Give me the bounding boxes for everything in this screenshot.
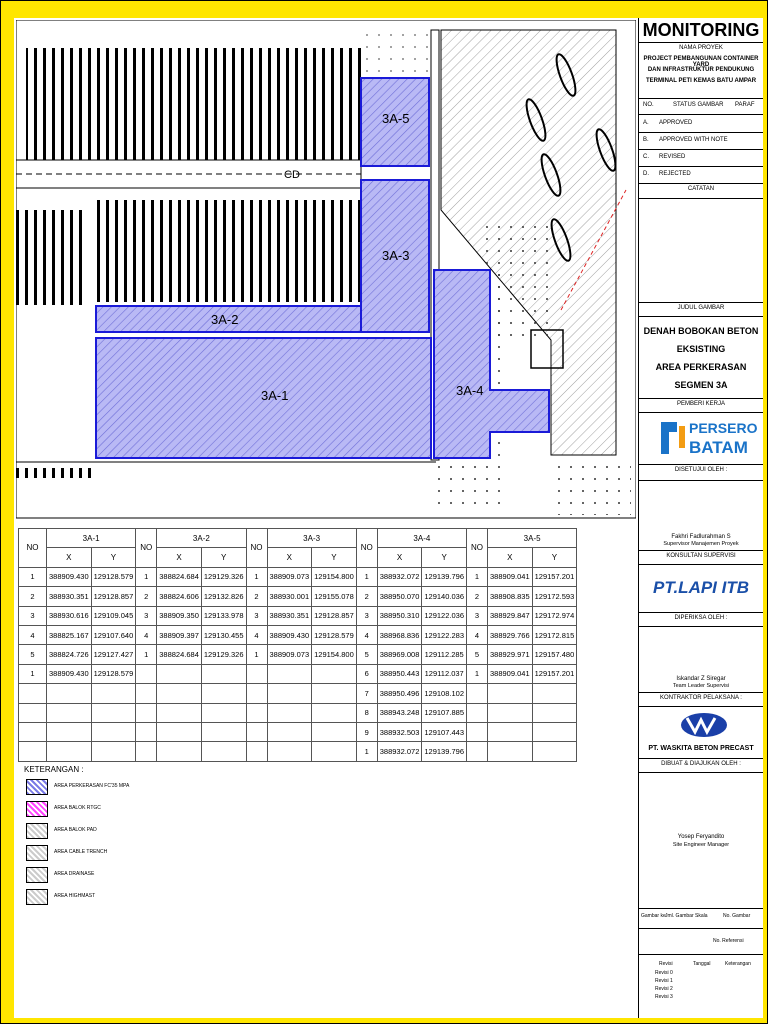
y-header: Y [532, 548, 577, 567]
point-number: 5 [467, 645, 488, 664]
x-coordinate: 388930.616 [47, 606, 92, 625]
point-number: 3 [19, 606, 47, 625]
y-header: Y [422, 548, 467, 567]
area-label: 3A-3 [382, 248, 410, 263]
y-header: Y [312, 548, 357, 567]
table-row [19, 703, 577, 722]
x-coordinate [488, 684, 533, 703]
x-coordinate [157, 684, 202, 703]
y-coordinate: 129172.974 [532, 606, 577, 625]
judul-line: SEGMEN 3A [674, 380, 728, 390]
point-number: 1 [467, 567, 488, 586]
revision-header: Keterangan [725, 961, 751, 967]
disetujui-label: DISETUJUI OLEH : [674, 467, 728, 473]
table-row [19, 645, 577, 664]
persero-text: PERSERO [689, 420, 758, 436]
y-coordinate: 129129.326 [201, 567, 246, 586]
x-coordinate [157, 664, 202, 683]
lapi-itb-logo: PT.LAPI ITB [653, 578, 750, 597]
point-number: 4 [19, 625, 47, 644]
status-text: REJECTED [659, 171, 691, 177]
point-number: 1 [246, 567, 267, 586]
footer-header: Gambar ke [641, 913, 666, 919]
legend-title: KETERANGAN : [24, 765, 84, 774]
point-number: 1 [136, 567, 157, 586]
legend-item [26, 801, 226, 817]
point-number: 4 [356, 625, 377, 644]
y-coordinate: 129108.102 [422, 684, 467, 703]
status-code: B. [643, 137, 649, 143]
point-number [246, 703, 267, 722]
area-3a-3 [361, 180, 429, 332]
point-number [19, 703, 47, 722]
y-coordinate: 129107.443 [422, 722, 467, 741]
x-coordinate: 388909.397 [157, 625, 202, 644]
y-coordinate: 129128.857 [312, 606, 357, 625]
coordinate-table [18, 528, 577, 762]
footer-header: No. Gambar [723, 913, 751, 919]
point-number: 5 [356, 645, 377, 664]
kontraktor-label: KONTRAKTOR PELAKSANA : [660, 695, 742, 701]
y-coordinate [532, 722, 577, 741]
persero-mark-icon [657, 418, 689, 458]
x-header: X [267, 548, 312, 567]
legend-item [26, 845, 226, 861]
point-number: 3 [356, 606, 377, 625]
no-header: NO [467, 529, 488, 568]
x-coordinate: 388909.430 [47, 664, 92, 683]
x-coordinate: 388943.248 [377, 703, 422, 722]
table-row [19, 567, 577, 586]
catatan-label: CATATAN [687, 186, 715, 192]
point-number [467, 684, 488, 703]
point-number [246, 684, 267, 703]
y-coordinate: 129122.283 [422, 625, 467, 644]
point-number [467, 742, 488, 761]
revision-row: Revisi 1 [655, 978, 673, 984]
persero-batam-logo [657, 416, 757, 462]
x-coordinate [488, 722, 533, 741]
x-coordinate: 388950.443 [377, 664, 422, 683]
x-coordinate: 388932.072 [377, 742, 422, 761]
y-coordinate [312, 664, 357, 683]
area-3a-1 [96, 338, 431, 458]
y-coordinate [201, 722, 246, 741]
segment-header: 3A-4 [377, 529, 466, 548]
x-header: X [47, 548, 92, 567]
x-coordinate [488, 742, 533, 761]
segment-header: 3A-5 [488, 529, 577, 548]
x-coordinate: 388824.606 [157, 587, 202, 606]
monitoring-title: MONITORING [642, 20, 760, 40]
site-plan [16, 20, 636, 520]
x-coordinate: 388968.836 [377, 625, 422, 644]
legend-item [26, 779, 226, 795]
x-coordinate: 388929.847 [488, 606, 533, 625]
x-coordinate: 388950.310 [377, 606, 422, 625]
x-coordinate: 388930.001 [267, 587, 312, 606]
table-row [19, 587, 577, 606]
y-coordinate [201, 684, 246, 703]
y-coordinate: 129112.285 [422, 645, 467, 664]
x-coordinate [157, 722, 202, 741]
x-coordinate: 388824.726 [47, 645, 92, 664]
point-number: 2 [246, 587, 267, 606]
waskita-mark-icon [679, 710, 729, 740]
legend-label: AREA BALOK PAD [54, 827, 97, 833]
legend-label: AREA BALOK RTGC [54, 805, 101, 811]
legend-label: AREA DRAINASE [54, 871, 95, 877]
judul-label: JUDUL GAMBAR [677, 305, 725, 311]
x-coordinate [267, 684, 312, 703]
area-3a-2 [96, 306, 361, 332]
point-number [19, 722, 47, 741]
no-header: NO [19, 529, 47, 568]
konsultan-label: KONSULTAN SUPERVISI [666, 553, 736, 559]
area-label: 3A-2 [211, 312, 239, 327]
table-row [19, 625, 577, 644]
batam-text: BATAM [689, 438, 748, 457]
x-header: X [157, 548, 202, 567]
x-coordinate [47, 722, 92, 741]
revision-row: Revisi 3 [655, 994, 673, 1000]
contractor-name: PT. WASKITA BETON PRECAST [648, 745, 754, 752]
point-number: 2 [19, 587, 47, 606]
judul-line: AREA PERKERASAN [655, 362, 747, 372]
point-number: 3 [467, 606, 488, 625]
point-number [136, 664, 157, 683]
revision-row: Revisi 2 [655, 986, 673, 992]
point-number: 2 [356, 587, 377, 606]
x-coordinate: 388950.496 [377, 684, 422, 703]
y-coordinate: 129128.579 [91, 664, 136, 683]
point-number [19, 742, 47, 761]
point-number: 2 [467, 587, 488, 606]
y-coordinate: 129130.455 [201, 625, 246, 644]
y-coordinate: 129128.579 [312, 625, 357, 644]
point-number: 1 [356, 567, 377, 586]
y-coordinate: 129127.427 [91, 645, 136, 664]
status-text: REVISED [659, 154, 686, 160]
legend-swatch [26, 801, 48, 817]
status-no-header: NO. [643, 102, 654, 108]
revision-header: Tanggal [693, 961, 711, 967]
road-marking: CD [284, 169, 300, 181]
x-coordinate: 388908.835 [488, 587, 533, 606]
point-number: 6 [356, 664, 377, 683]
engineer-name: Yosep Feryandito [677, 834, 725, 840]
point-number [467, 722, 488, 741]
y-header: Y [91, 548, 136, 567]
approver-role: Supervisor Manajemen Proyek [663, 541, 739, 547]
y-coordinate: 129157.201 [532, 567, 577, 586]
point-number [19, 684, 47, 703]
area-label: 3A-4 [456, 383, 484, 398]
x-coordinate [47, 742, 92, 761]
y-coordinate [532, 703, 577, 722]
x-coordinate: 388909.430 [267, 625, 312, 644]
checker-name: Iskandar Z Siregar [676, 676, 726, 682]
y-coordinate: 129139.796 [422, 742, 467, 761]
point-number: 8 [356, 703, 377, 722]
point-number [136, 742, 157, 761]
legend-item [26, 823, 226, 839]
y-coordinate: 129129.326 [201, 645, 246, 664]
area-label: 3A-5 [382, 111, 410, 126]
point-number: 5 [19, 645, 47, 664]
y-coordinate: 129154.800 [312, 645, 357, 664]
point-number: 1 [19, 664, 47, 683]
point-number [467, 703, 488, 722]
legend-label: AREA CABLE TRENCH [54, 849, 108, 855]
y-coordinate: 129133.978 [201, 606, 246, 625]
no-referensi: No. Referensi [713, 938, 744, 944]
x-coordinate: 388824.684 [157, 567, 202, 586]
y-coordinate: 129140.036 [422, 587, 467, 606]
point-number [136, 703, 157, 722]
y-coordinate: 129172.593 [532, 587, 577, 606]
revision-header: Revisi [659, 961, 673, 967]
status-text: APPROVED [659, 120, 693, 126]
x-coordinate: 388824.684 [157, 645, 202, 664]
legend-label: AREA HIGHMAST [54, 893, 96, 899]
legend-item [26, 889, 226, 905]
y-coordinate [312, 742, 357, 761]
segment-header: 3A-1 [47, 529, 136, 548]
y-coordinate [91, 742, 136, 761]
x-coordinate [157, 703, 202, 722]
nama-proyek-label: NAMA PROYEK [679, 45, 723, 51]
table-row [19, 664, 577, 683]
y-coordinate: 129157.201 [532, 664, 577, 683]
x-coordinate: 388969.008 [377, 645, 422, 664]
title-block [638, 18, 763, 1018]
y-coordinate [91, 684, 136, 703]
y-coordinate [312, 722, 357, 741]
table-row [19, 684, 577, 703]
point-number [246, 742, 267, 761]
y-coordinate: 129128.579 [91, 567, 136, 586]
x-coordinate: 388950.070 [377, 587, 422, 606]
y-coordinate [312, 684, 357, 703]
judul-line: DENAH BOBOKAN BETON [643, 326, 759, 336]
y-coordinate: 129154.800 [312, 567, 357, 586]
point-number: 2 [136, 587, 157, 606]
point-number: 1 [356, 742, 377, 761]
x-coordinate [47, 703, 92, 722]
x-coordinate: 388909.073 [267, 645, 312, 664]
x-coordinate: 388930.351 [267, 606, 312, 625]
legend-swatch [26, 823, 48, 839]
point-number: 7 [356, 684, 377, 703]
table-row [19, 742, 577, 761]
y-coordinate: 129128.857 [91, 587, 136, 606]
y-coordinate: 129107.885 [422, 703, 467, 722]
x-coordinate: 388909.041 [488, 664, 533, 683]
area-3a-5 [361, 78, 429, 166]
point-number: 1 [136, 645, 157, 664]
legend-swatch [26, 845, 48, 861]
x-coordinate: 388909.041 [488, 567, 533, 586]
judul-line: EKSISTING [676, 344, 726, 354]
point-number: 4 [246, 625, 267, 644]
x-coordinate [157, 742, 202, 761]
footer-header: Jml. Gambar [665, 913, 694, 919]
footer-header: Skala [695, 913, 708, 919]
x-header: X [377, 548, 422, 567]
segment-header: 3A-2 [157, 529, 246, 548]
table-row [19, 722, 577, 741]
x-coordinate: 388930.351 [47, 587, 92, 606]
y-coordinate: 129112.037 [422, 664, 467, 683]
point-number [246, 664, 267, 683]
segment-header: 3A-3 [267, 529, 356, 548]
point-number: 1 [19, 567, 47, 586]
x-coordinate: 388909.350 [157, 606, 202, 625]
y-coordinate: 129155.078 [312, 587, 357, 606]
point-number: 4 [136, 625, 157, 644]
y-coordinate: 129109.045 [91, 606, 136, 625]
x-coordinate [267, 664, 312, 683]
legend-item [26, 867, 226, 883]
y-coordinate [91, 722, 136, 741]
approver-name: Fakhri Fadlurahman S [671, 534, 731, 540]
checker-role: Team Leader Supervisi [672, 683, 730, 689]
project-line: DAN INFRASTRUKTUR PENDUKUNG [647, 67, 755, 73]
x-coordinate [267, 722, 312, 741]
point-number: 3 [136, 606, 157, 625]
pemberi-label: PEMBERI KERJA [676, 401, 725, 407]
y-coordinate: 129157.480 [532, 645, 577, 664]
y-coordinate: 129132.826 [201, 587, 246, 606]
x-coordinate: 388825.167 [47, 625, 92, 644]
point-number: 3 [246, 606, 267, 625]
engineer-role: Site Engineer Manager [672, 842, 730, 848]
point-number: 1 [467, 664, 488, 683]
no-header: NO [246, 529, 267, 568]
diperiksa-label: DIPERIKSA OLEH : [674, 615, 728, 621]
y-coordinate [532, 742, 577, 761]
legend-swatch [26, 779, 48, 795]
x-coordinate: 388909.073 [267, 567, 312, 586]
project-line: TERMINAL PETI KEMAS BATU AMPAR [645, 78, 757, 84]
no-header: NO [136, 529, 157, 568]
point-number: 4 [467, 625, 488, 644]
status-code: D. [643, 171, 649, 177]
project-line: PROJECT PEMBANGUNAN CONTAINER YARD [643, 56, 759, 68]
status-code: C. [643, 154, 649, 160]
y-coordinate [201, 703, 246, 722]
y-coordinate [201, 742, 246, 761]
x-coordinate: 388929.766 [488, 625, 533, 644]
revision-row: Revisi 0 [655, 970, 673, 976]
y-coordinate: 129139.796 [422, 567, 467, 586]
point-number: 1 [246, 645, 267, 664]
point-number [136, 722, 157, 741]
y-header: Y [201, 548, 246, 567]
x-header: X [488, 548, 533, 567]
y-coordinate: 129122.036 [422, 606, 467, 625]
x-coordinate [267, 742, 312, 761]
legend-swatch [26, 889, 48, 905]
x-coordinate: 388909.430 [47, 567, 92, 586]
y-coordinate: 129172.815 [532, 625, 577, 644]
x-coordinate: 388929.971 [488, 645, 533, 664]
point-number: 9 [356, 722, 377, 741]
status-code: A. [643, 120, 649, 126]
y-coordinate [91, 703, 136, 722]
status-header: STATUS GAMBAR [673, 102, 724, 108]
x-coordinate [47, 684, 92, 703]
y-coordinate [532, 684, 577, 703]
x-coordinate [488, 703, 533, 722]
table-row [19, 606, 577, 625]
paraf-header: PARAF [735, 102, 755, 108]
dibuat-label: DIBUAT & DIAJUKAN OLEH : [661, 761, 741, 767]
x-coordinate: 388932.072 [377, 567, 422, 586]
y-coordinate: 129107.640 [91, 625, 136, 644]
point-number [246, 722, 267, 741]
area-label: 3A-1 [261, 388, 289, 403]
legend-swatch [26, 867, 48, 883]
no-header: NO [356, 529, 377, 568]
y-coordinate [312, 703, 357, 722]
y-coordinate [201, 664, 246, 683]
waskita-logo [679, 710, 729, 740]
x-coordinate: 388932.503 [377, 722, 422, 741]
status-text: APPROVED WITH NOTE [659, 137, 728, 143]
legend-label: AREA PERKERASAN FC'35 MPA [54, 783, 130, 789]
point-number [136, 684, 157, 703]
x-coordinate [267, 703, 312, 722]
